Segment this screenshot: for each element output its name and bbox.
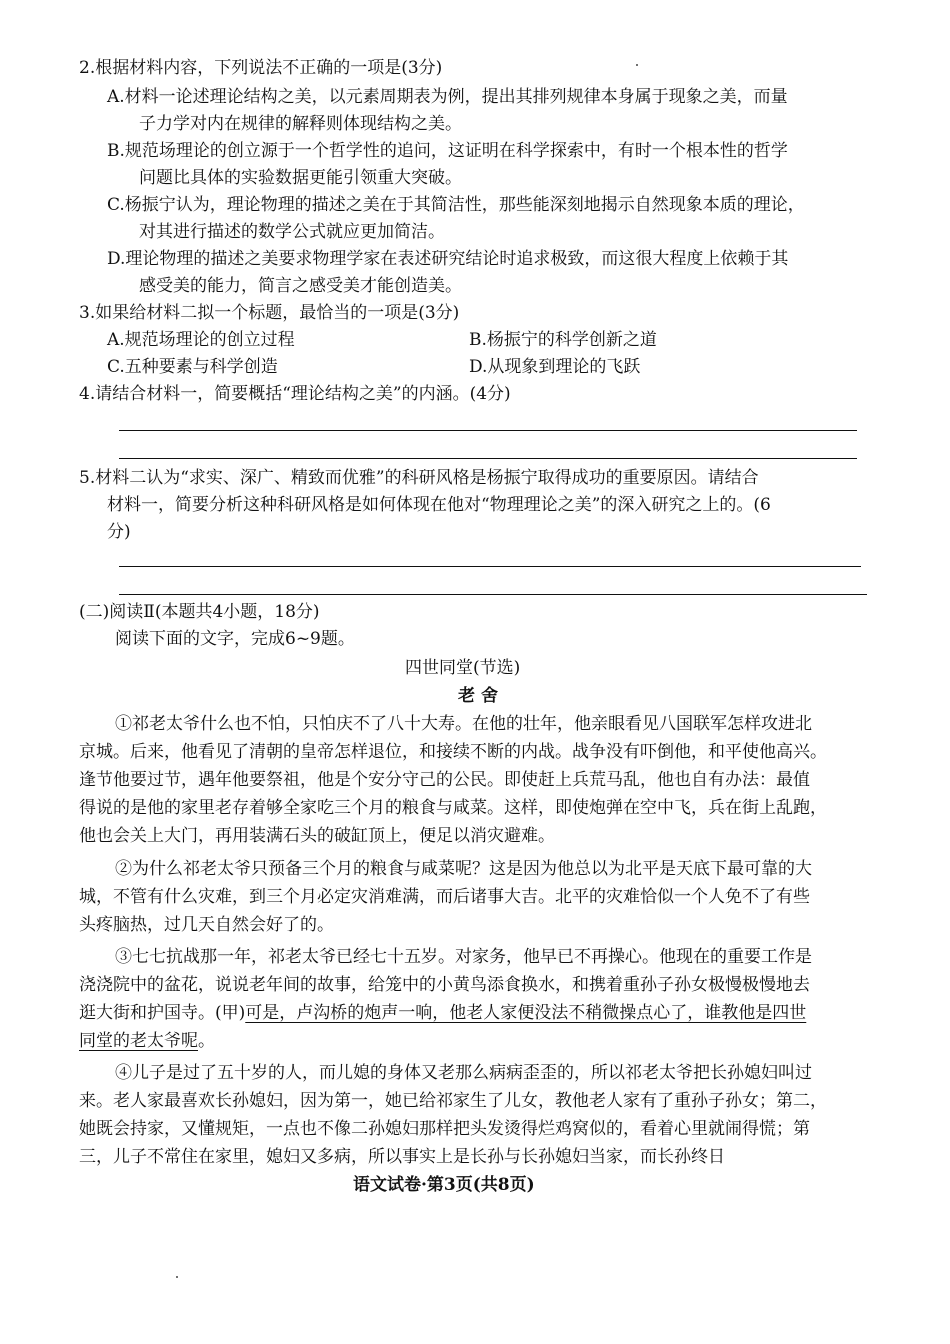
scan-speck [636,64,638,66]
passage-p4-line1: ④儿子是过了五十岁的人，而儿媳的身体又老那么病病歪歪的，所以祁老太爷把长孙媳妇叫过 [115,1063,812,1083]
q2-option-b-line2: 问题比具体的实验数据更能引领重大突破。 [139,168,462,188]
q2-option-c-line1: C.杨振宁认为，理论物理的描述之美在于其简洁性，那些能深刻地揭示自然现象本质的理论， [107,195,805,215]
q2-option-d-line1: D.理论物理的描述之美要求物理学家在表述研究结论时追求极致，而这很大程度上依赖于其 [107,249,789,269]
passage-p1-line3: 逢节他要过节，遇年他要祭祖，他是个安分守己的公民。即使赶上兵荒马乱，他也自有办法：最值 [79,770,810,790]
passage-p3-line4 [79,1028,215,1054]
q3-stem: 3.如果给材料二拟一个标题，最恰当的一项是(3分) [79,303,460,323]
passage-p1-line2: 京城。后来，他看见了清朝的皇帝怎样退位，和接续不断的内战。战争没有吓倒他，和平使他高兴。 [79,742,827,762]
passage-p4-line4: 三，儿子不常住在家里，媳妇又多病，所以事实上是长孙与长孙媳妇当家，而长孙终日 [79,1147,725,1167]
passage-p4-line2: 来。老人家最喜欢长孙媳妇，因为第一，她已给祁家生了儿女，教他老人家有了重孙子孙女；第二， [79,1091,827,1111]
passage-p2-line2: 城，不管有什么灾难，到三个月必定灾消难满，而后诸事大吉。北平的灾难恰似一个人免不了有些 [79,887,810,907]
page-footer: 语文试卷·第3页(共8页) [353,1175,535,1195]
q5-stem-line2: 材料一，简要分析这种科研风格是如何体现在他对“物理理论之美”的深入研究之上的。(6 [107,495,771,515]
passage-author: 老舍 [458,686,504,706]
q2-option-d-line2: 感受美的能力，简言之感受美才能创造美。 [139,276,462,296]
passage-p4-line3: 她既会持家，又懂规矩，一点也不像二孙媳妇那样把头发烫得烂鸡窝似的，看着心里就闹得慌；第 [79,1119,810,1139]
q4-answer-line-2[interactable] [119,458,857,459]
q2-stem: 2.根据材料内容，下列说法不正确的一项是(3分) [79,58,443,78]
q2-option-a-line1: A.材料一论述理论结构之美，以元素周期表为例，提出其排列规律本身属于现象之美，而量 [107,87,788,107]
q2-option-b-line1: B.规范场理论的创立源于一个哲学性的追问，这证明在科学探索中，有时一个根本性的哲学 [107,141,788,161]
q3-option-b: B.杨振宁的科学创新之道 [469,330,657,350]
underlined-sentence-part2: 同堂的老太爷呢 [79,1031,198,1051]
q5-answer-line-1[interactable] [119,566,861,567]
q2-option-a-line2: 子力学对内在规律的解释则体现结构之美。 [139,114,462,134]
passage-p2-line1: ②为什么祁老太爷只预备三个月的粮食与咸菜呢？这是因为他总以为北平是天底下最可靠的大 [115,859,812,879]
passage-p1-line1: ①祁老太爷什么也不怕，只怕庆不了八十大寿。在他的壮年，他亲眼看见八国联军怎样攻进北 [115,714,812,734]
passage-p1-line5: 他也会关上大门，再用装满石头的破缸顶上，便足以消灾避难。 [79,826,555,846]
section-heading: (二)阅读Ⅱ(本题共4小题，18分) [79,602,320,622]
passage-p2-line3: 头疼脑热，过几天自然会好了的。 [79,915,334,935]
passage-marker-jia: 逛大街和护国寺。(甲) [79,1003,246,1023]
passage-p3-line3 [79,1000,806,1026]
q5-answer-line-2[interactable] [119,594,867,595]
scan-speck-bottom [176,1276,178,1278]
q4-answer-line-1[interactable] [119,430,857,431]
section-instruction: 阅读下面的文字，完成6~9题。 [115,629,355,649]
q3-option-c: C.五种要素与科学创造 [107,357,278,377]
passage-p1-line4: 得说的是他的家里老存着够全家吃三个月的粮食与咸菜。这样，即使炮弹在空中飞，兵在街上乱跑， [79,798,827,818]
q3-option-d: D.从现象到理论的飞跃 [469,357,641,377]
passage-title: 四世同堂(节选) [405,658,521,678]
passage-p3-line2: 浇浇院中的盆花，说说老年间的故事，给笼中的小黄鸟添食换水，和携着重孙子孙女极慢极慢地去 [79,975,810,995]
q3-option-a: A.规范场理论的创立过程 [107,330,295,350]
q5-stem-line3: 分) [107,522,131,542]
underlined-sentence-part1: 可是，卢沟桥的炮声一响，他老人家便没法不稍微操点心了，谁教他是四世 [245,1003,807,1023]
q2-option-c-line2: 对其进行描述的数学公式就应更加简洁。 [139,222,445,242]
passage-p3-line1: ③七七抗战那一年，祁老太爷已经七十五岁。对家务，他早已不再操心。他现在的重要工作是 [115,947,812,967]
q4-stem: 4.请结合材料一，简要概括“理论结构之美”的内涵。(4分) [79,384,511,404]
sentence-end: 。 [198,1031,215,1051]
q5-stem-line1: 5.材料二认为“求实、深广、精致而优雅”的科研风格是杨振宁取得成功的重要原因。请结合 [79,468,759,488]
